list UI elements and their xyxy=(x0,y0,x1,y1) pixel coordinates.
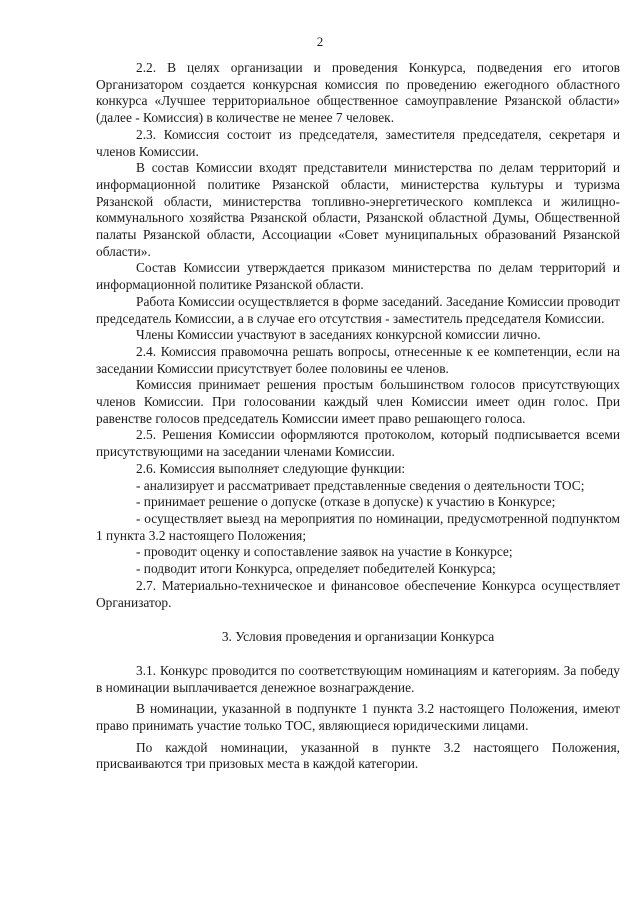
paragraph-members-personal: Члены Комиссии участвуют в заседаниях конкурсной комиссии лично. xyxy=(136,327,541,343)
list-item-site-visit: - осуществляет выезд на мероприятия по номинации, предусмотренной подпунктом 1 пункта 3.2 настоящего Положения; xyxy=(96,510,620,543)
paragraph-2-4: 2.4. Комиссия правомочна решать вопросы, отнесенные к ее компетенции, если на заседании Комиссии присутствует более половины ее членов. xyxy=(96,343,620,376)
paragraph-commission-composition: В состав Комиссии входят представители министерства по делам территорий и информационной политике Рязанской области, министерства культуры и туризма Рязанской области, министерства топливно-энергетического комплекса и жилищно-коммунального хозяйства Рязанской области, Рязанской областной Думы, Общественной палаты Рязанской области, Ассоциации «Совет муниципальных образований Рязанской области». xyxy=(96,160,620,259)
paragraph-2-7: 2.7. Материально-техническое и финансовое обеспечение Конкурса осуществляет Организатор. xyxy=(96,577,620,610)
list-item-admission: - принимает решение о допуске (отказе в допуске) к участию в Конкурсе; xyxy=(136,494,556,510)
paragraph-3-1: 3.1. Конкурс проводится по соответствующим номинациям и категориям. За победу в номинации выплачивается денежное вознаграждение. xyxy=(96,662,620,695)
paragraph-2-6: 2.6. Комиссия выполняет следующие функции: xyxy=(136,460,406,476)
paragraph-2-5: 2.5. Решения Комиссии оформляются протоколом, который подписывается всеми присутствующими на заседании членами Комиссии. xyxy=(96,427,620,460)
paragraph-voting: Комиссия принимает решения простым большинством голосов присутствующих членов Комиссии. При голосовании каждый член Комиссии имеет один голос. При равенстве голосов председатель Комиссии имеет право решающего голоса. xyxy=(96,377,620,426)
paragraph-2-2: 2.2. В целях организации и проведения Конкурса, подведения его итогов Организатором создается конкурсная комиссия по проведению ежегодного областного конкурса «Лучшее территориальное общественное самоуправление Рязанской области» (далее - Комиссия) в количестве не менее 7 человек. xyxy=(96,60,620,126)
section-heading: 3. Условия проведения и организации Конкурса xyxy=(221,629,495,645)
paragraph-commission-approval: Состав Комиссии утверждается приказом министерства по делам территорий и информационной политике Рязанской области. xyxy=(96,260,620,293)
document-body xyxy=(96,60,620,773)
page-number: 2 xyxy=(316,34,324,49)
list-item-results: - подводит итоги Конкурса, определяет победителей Конкурса; xyxy=(136,561,496,577)
paragraph-prize-places: По каждой номинации, указанной в пункте 3.2 настоящего Положения, присваиваются три призовых места в каждой категории. xyxy=(96,739,620,772)
paragraph-commission-meetings: Работа Комиссии осуществляется в форме заседаний. Заседание Комиссии проводит председатель Комиссии, а в случае его отсутствия - заместитель председателя Комиссии. xyxy=(96,293,620,326)
list-item-analyze: - анализирует и рассматривает представленные сведения о деятельности ТОС; xyxy=(136,477,585,493)
list-item-evaluation: - проводит оценку и сопоставление заявок на участие в Конкурсе; xyxy=(136,544,513,560)
paragraph-nomination-eligibility: В номинации, указанной в подпункте 1 пункта 3.2 настоящего Положения, имеют право принимать участие только ТОС, являющиеся юридическими лицами. xyxy=(96,701,620,734)
paragraph-2-3: 2.3. Комиссия состоит из председателя, заместителя председателя, секретаря и членов Комиссии. xyxy=(96,126,620,159)
